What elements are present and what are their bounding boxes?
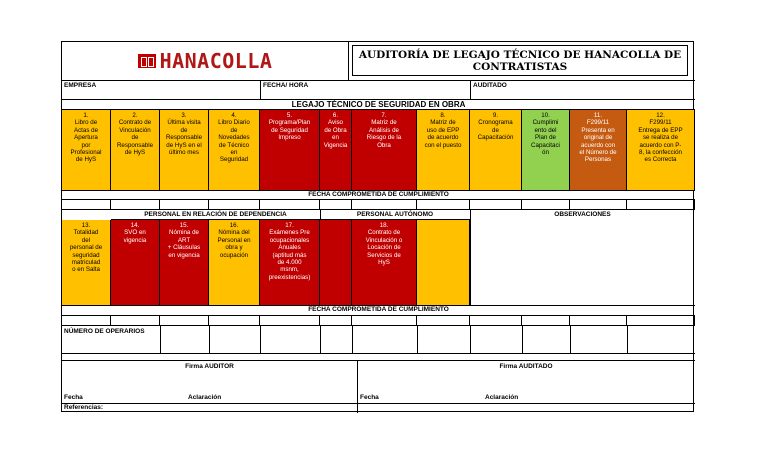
personal-item-7: 18. Contrato de Vinculación o Locación de Servicios de HyS [352, 220, 417, 305]
fecha-cell-bottom-4[interactable] [209, 316, 260, 325]
fecha-cell-bottom-11[interactable] [570, 316, 627, 325]
personal-item-2: 14. SVO en vigencia [111, 220, 160, 305]
fecha-cell-top-9[interactable] [470, 200, 522, 209]
legajo-item-2: 2. Contrato de Vinculación de Responsable de HyS [111, 110, 160, 190]
fecha-cell-bottom-10[interactable] [522, 316, 570, 325]
fecha-cell-bottom-6[interactable] [320, 316, 352, 325]
fecha-auditado-label: Fecha [360, 394, 379, 401]
legajo-item-3: 3. Última visita de Responsable de HyS en el último mes [160, 110, 209, 190]
operarios-divider-9 [570, 325, 571, 353]
personal-item-5: 17. Exámenes Pre ocupacionales Anuales (aptitud más de 4.000 msnm, preexistencias) [260, 220, 320, 305]
observaciones-label: OBSERVACIONES [554, 211, 611, 218]
logo-mark-icon [138, 54, 156, 68]
fecha-cell-bottom-8[interactable] [417, 316, 470, 325]
legajo-item-11: 11. F299/11 Presenta en original de acuerdo con el Número de Personas [570, 110, 627, 190]
operarios-divider-7 [470, 325, 471, 353]
fecha-comprometida-2: FECHA COMPROMETIDA DE CUMPLIMIENTO [308, 306, 449, 313]
fecha-hora-label: FECHA/ HORA [263, 82, 309, 89]
form-title: AUDITORÍA DE LEGAJO TÉCNICO DE HANACOLLA DE CONTRATISTAS [352, 45, 688, 76]
numero-operarios-label: NÚMERO DE OPERARIOS [64, 328, 145, 335]
fecha-auditor-label: Fecha [64, 394, 83, 401]
section-title: LEGAJO TÉCNICO DE SEGURIDAD EN OBRA [291, 100, 466, 109]
fecha-comprometida-1: FECHA COMPROMETIDA DE CUMPLIMIENTO [308, 191, 449, 198]
fecha-cell-top-7[interactable] [352, 200, 417, 209]
referencias-label: Referencias: [64, 404, 104, 411]
logo [62, 42, 348, 80]
operarios-divider-5 [352, 325, 353, 353]
personal-item-3: 15. Nómina de ART + Cláusulas en vigencia [160, 220, 209, 305]
aclaracion-auditor-label: Aclaración [188, 394, 222, 401]
legajo-item-4: 4. Libro Diario de Novedades de Técnico en Seguridad [209, 110, 260, 190]
legajo-item-10: 10. Cumplimi ento del Plan de Capacitaci ón [522, 110, 570, 190]
fecha-cell-top-11[interactable] [570, 200, 627, 209]
operarios-divider-8 [522, 325, 523, 353]
fecha-cell-top-6[interactable] [320, 200, 352, 209]
operarios-divider-4 [320, 325, 321, 353]
fecha-cell-top-5[interactable] [260, 200, 320, 209]
legajo-item-7: 7. Matriz de Análisis de Riesgo de la Obra [352, 110, 417, 190]
personal-item-4: 16. Nómina del Personal en obra y ocupación [209, 220, 260, 305]
fecha-cell-top-10[interactable] [522, 200, 570, 209]
fecha-cell-bottom-12[interactable] [627, 316, 695, 325]
legajo-item-5: 5. Programa/Plan de Seguridad Impreso [260, 110, 320, 190]
fecha-cell-bottom-3[interactable] [160, 316, 209, 325]
aclaracion-auditado-label: Aclaración [485, 394, 519, 401]
empresa-label: EMPRESA [64, 82, 97, 89]
legajo-item-1: 1. Libro de Actas de Apertura por Profesional de HyS [62, 110, 111, 190]
fecha-cell-top-8[interactable] [417, 200, 470, 209]
fecha-cell-bottom-7[interactable] [352, 316, 417, 325]
group-dependencia: PERSONAL EN RELACIÓN DE DEPENDENCIA [144, 211, 287, 218]
fecha-cell-top-3[interactable] [160, 200, 209, 209]
fecha-cell-top-12[interactable] [627, 200, 695, 209]
legajo-item-9: 9. Cronograma de Capacitación [470, 110, 522, 190]
fecha-cell-bottom-1[interactable] [62, 316, 111, 325]
fecha-cell-top-2[interactable] [111, 200, 160, 209]
legajo-item-6: 6. Aviso de Obra en Vigencia [320, 110, 352, 190]
operarios-divider-1 [160, 325, 161, 353]
legajo-item-12: 12. F299/11 Entrega de EPP se realiza de acuerdo con P- 8, la confección es Correcta [627, 110, 695, 190]
operarios-divider-10 [627, 325, 628, 353]
fecha-cell-top-1[interactable] [62, 200, 111, 209]
operarios-divider-6 [417, 325, 418, 353]
fecha-cell-bottom-9[interactable] [470, 316, 522, 325]
group-autonomo: PERSONAL AUTÓNOMO [356, 211, 434, 218]
legajo-item-8: 8. Matriz de uso de EPP de acuerdo con el puesto [417, 110, 470, 190]
firma-auditor-label: Firma AUDITOR [185, 363, 234, 370]
auditado-label: AUDITADO [473, 82, 507, 89]
operarios-divider-2 [209, 325, 210, 353]
logo-text: HANACOLLA [159, 49, 273, 73]
personal-item-6 [320, 220, 352, 305]
audit-form [61, 41, 694, 412]
firma-auditado-label: Firma AUDITADO [499, 363, 553, 370]
operarios-divider-3 [260, 325, 261, 353]
fecha-cell-bottom-2[interactable] [111, 316, 160, 325]
personal-item-8 [417, 220, 470, 305]
fecha-cell-bottom-5[interactable] [260, 316, 320, 325]
fecha-cell-top-4[interactable] [209, 200, 260, 209]
personal-item-1: 13. Totalidad del personal de seguridad matriculad o en Salta [62, 220, 111, 305]
